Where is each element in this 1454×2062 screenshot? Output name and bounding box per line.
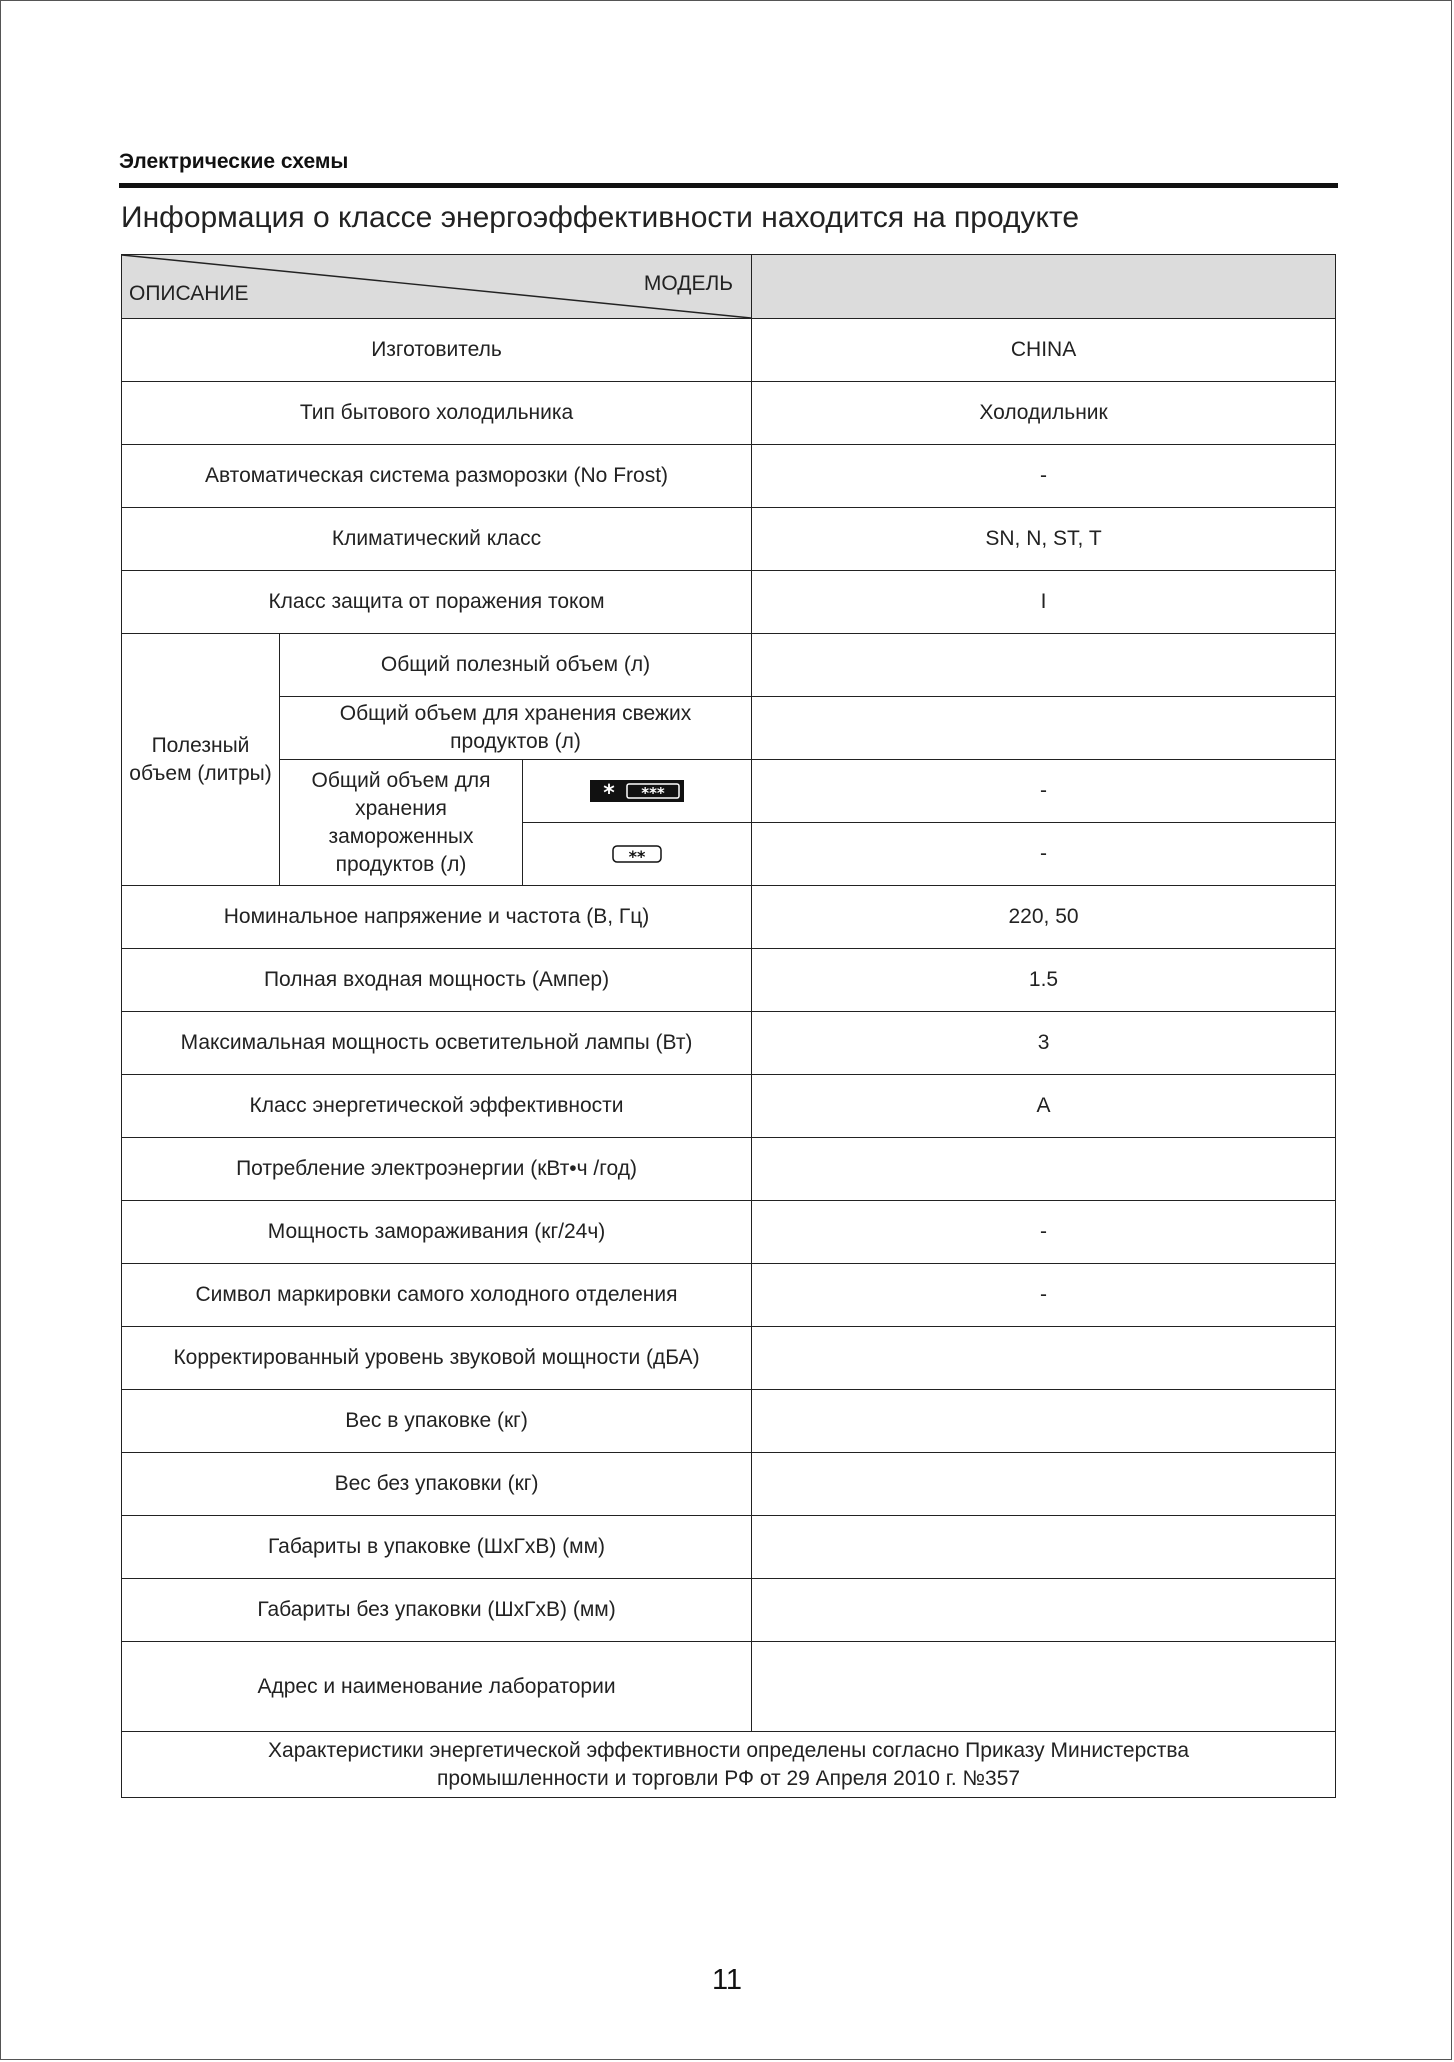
footnote: Характеристики энергетической эффективности определены согласно Приказу Министерства промышленности и торговли РФ от 29 Апреля 2010 г. №357 — [122, 1732, 1336, 1798]
row-value: - — [752, 1201, 1336, 1264]
row-label: Максимальная мощность осветительной лампы (Вт) — [122, 1012, 752, 1075]
table-row — [122, 1327, 1336, 1390]
row-value: - — [752, 1264, 1336, 1327]
table-row — [122, 382, 1336, 445]
table-row — [122, 634, 1336, 697]
table-row — [122, 697, 1336, 760]
table-row — [122, 445, 1336, 508]
table-row — [122, 886, 1336, 949]
table-row — [122, 1138, 1336, 1201]
row-value — [752, 697, 1336, 760]
table-row — [122, 760, 1336, 823]
row-value: I — [752, 571, 1336, 634]
table-row — [122, 1012, 1336, 1075]
row-label: Вес без упаковки (кг) — [122, 1453, 752, 1516]
row-label: Автоматическая система разморозки (No Frost) — [122, 445, 752, 508]
table-row — [122, 319, 1336, 382]
row-value: SN, N, ST, T — [752, 508, 1336, 571]
table-row — [122, 508, 1336, 571]
table-row — [122, 1201, 1336, 1264]
four-star-badge-icon — [589, 779, 685, 803]
header-row — [122, 255, 1336, 319]
row-label: Адрес и наименование лаборатории — [122, 1642, 752, 1732]
footnote-row — [122, 1732, 1336, 1798]
row-label: Номинальное напряжение и частота (В, Гц) — [122, 886, 752, 949]
row-label: Класс защита от поражения током — [122, 571, 752, 634]
spec-table — [121, 254, 1336, 1798]
four-star-main: * — [603, 781, 615, 804]
page-subtitle: Информация о классе энергоэффективности находится на продукте — [121, 201, 1080, 234]
table-row — [122, 1390, 1336, 1453]
row-value — [752, 1579, 1336, 1642]
description-header: ОПИСАНИЕ — [129, 282, 249, 305]
two-star-stars: ** — [628, 847, 646, 866]
table-row — [122, 1516, 1336, 1579]
header-diagonal-cell — [122, 255, 752, 319]
model-value-header — [752, 255, 1336, 319]
row-value: 220, 50 — [752, 886, 1336, 949]
table-row — [122, 1579, 1336, 1642]
row-value — [752, 1138, 1336, 1201]
frozen-volume-label: Общий объем для хранения замороженных продуктов (л) — [280, 760, 523, 886]
title-rule — [119, 183, 1338, 188]
row-label: Потребление электроэнергии (кВт•ч /год) — [122, 1138, 752, 1201]
row-label: Изготовитель — [122, 319, 752, 382]
row-label: Корректированный уровень звуковой мощности (дБА) — [122, 1327, 752, 1390]
row-label: Габариты в упаковке (ШхГхВ) (мм) — [122, 1516, 752, 1579]
row-value: - — [752, 823, 1336, 886]
table-row — [122, 1642, 1336, 1732]
table-row — [122, 571, 1336, 634]
table-row — [122, 1453, 1336, 1516]
row-label: Вес в упаковке (кг) — [122, 1390, 752, 1453]
row-value — [752, 1390, 1336, 1453]
page-number: 11 — [711, 1964, 743, 1996]
model-header: МОДЕЛЬ — [643, 272, 734, 295]
volume-group-label: Полезный объем (литры) — [122, 634, 280, 886]
table-row — [122, 949, 1336, 1012]
row-label: Климатический класс — [122, 508, 752, 571]
table-row — [122, 1264, 1336, 1327]
two-star-badge-icon — [611, 843, 663, 865]
row-value: A — [752, 1075, 1336, 1138]
row-value — [752, 1327, 1336, 1390]
row-value: Холодильник — [752, 382, 1336, 445]
row-label: Мощность замораживания (кг/24ч) — [122, 1201, 752, 1264]
row-label: Полная входная мощность (Ампер) — [122, 949, 752, 1012]
row-value — [752, 1516, 1336, 1579]
row-label: Символ маркировки самого холодного отделения — [122, 1264, 752, 1327]
row-label: Общий полезный объем (л) — [280, 634, 752, 697]
four-star-symbol-cell — [523, 760, 752, 823]
row-value — [752, 1642, 1336, 1732]
row-label: Тип бытового холодильника — [122, 382, 752, 445]
two-star-symbol-cell — [523, 823, 752, 886]
row-value — [752, 634, 1336, 697]
row-value — [752, 1453, 1336, 1516]
row-value: 1.5 — [752, 949, 1336, 1012]
section-title: Электрические схемы — [119, 150, 349, 173]
row-value: - — [752, 760, 1336, 823]
row-value: 3 — [752, 1012, 1336, 1075]
four-star-stars: *** — [641, 784, 665, 803]
row-label: Габариты без упаковки (ШхГхВ) (мм) — [122, 1579, 752, 1642]
row-value: - — [752, 445, 1336, 508]
table-row — [122, 1075, 1336, 1138]
row-label: Общий объем для хранения свежих продуктов (л) — [280, 697, 752, 760]
row-label: Класс энергетической эффективности — [122, 1075, 752, 1138]
row-value: CHINA — [752, 319, 1336, 382]
